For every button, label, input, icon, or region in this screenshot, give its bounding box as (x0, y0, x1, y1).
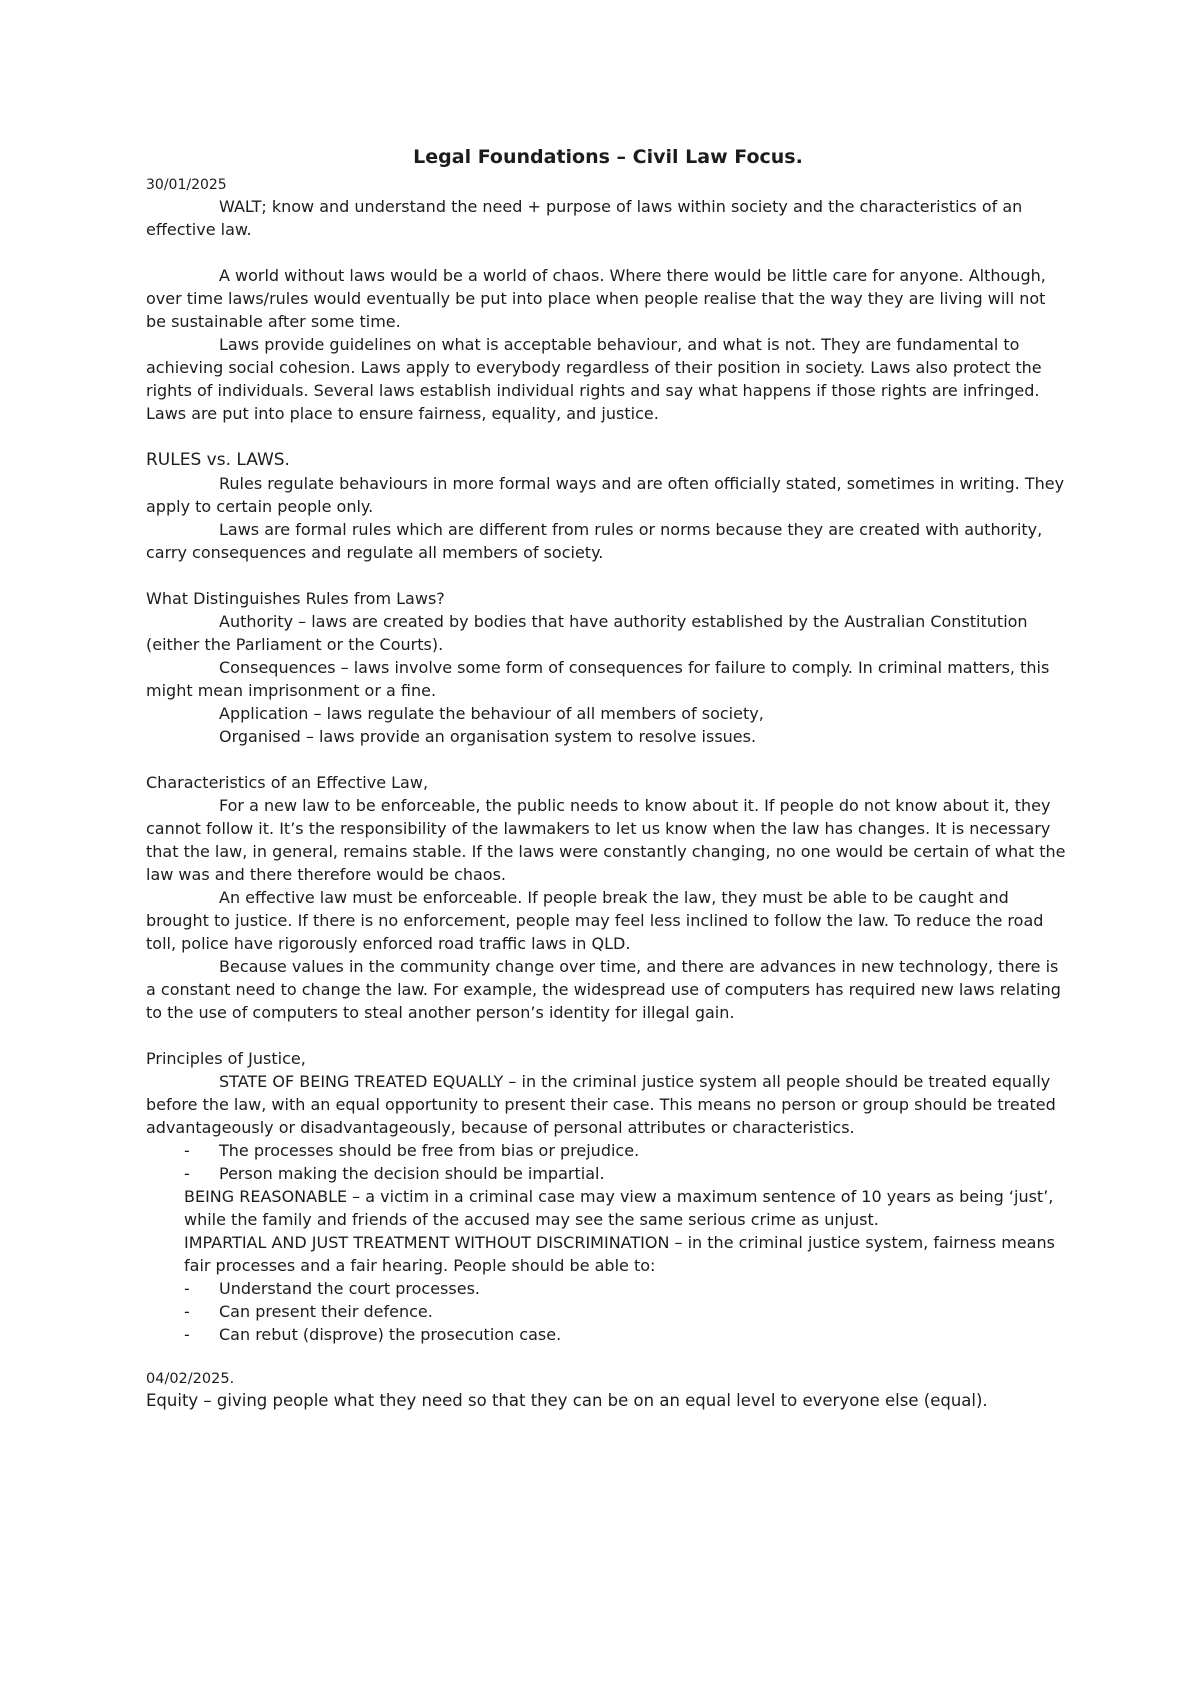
bullet-dash: - (184, 1302, 190, 1321)
list-item-text: Person making the decision should be impartial. (219, 1164, 605, 1183)
reasonable-paragraph: BEING REASONABLE – a victim in a criminal case may view a maximum sentence of 10 years as being ‘just’, while the family and friends of the accused may see the same serious crime as unjust. (184, 1187, 1054, 1229)
rules-vs-laws-heading: RULES vs. LAWS. (146, 450, 290, 470)
walt-paragraph: WALT; know and understand the need + purpose of laws within society and the characteristics of an effective law. (146, 197, 1023, 239)
list-item-text: The processes should be free from bias or prejudice. (219, 1141, 640, 1160)
consequences-paragraph: Consequences – laws involve some form of consequences for failure to comply. In criminal matters, this might mean imprisonment or a fine. (146, 658, 1050, 700)
list-item (146, 1139, 1070, 1162)
application-paragraph: Application – laws regulate the behaviour of all members of society, (219, 704, 764, 723)
spacer (146, 748, 1070, 771)
bullet-dash: - (184, 1279, 190, 1298)
spacer (146, 1024, 1070, 1047)
date-entry-2: 04/02/2025. (146, 1371, 235, 1387)
list-item-text: Can rebut (disprove) the prosecution case. (219, 1325, 562, 1344)
list-item (146, 1300, 1070, 1323)
bullet-dash: - (184, 1164, 190, 1183)
list-item (146, 1162, 1070, 1185)
list-item (146, 1323, 1070, 1346)
spacer (146, 425, 1070, 448)
bullet-dash: - (184, 1325, 190, 1344)
distinguishes-heading: What Distinguishes Rules from Laws? (146, 589, 445, 608)
effective-law-paragraph: For a new law to be enforceable, the public needs to know about it. If people do not know about it, they cannot follow it. It’s the responsibility of the lawmakers to let us know when the law has changes. It is necessary that the law, in general, remains stable. If the laws were constantly changing, no one would be certain of what the law was and there therefore would be chaos. (146, 796, 1066, 884)
spacer (146, 1346, 1070, 1369)
list-item-text: Can present their defence. (219, 1302, 433, 1321)
equal-treatment-paragraph: STATE OF BEING TREATED EQUALLY – in the criminal justice system all people should be treated equally before the law, with an equal opportunity to present their case. This means no person or group should be treated advantageously or disadvantageously, because of personal attributes or characteristics. (146, 1072, 1056, 1137)
authority-paragraph: Authority – laws are created by bodies that have authority established by the Australian Constitution (either the Parliament or the Courts). (146, 612, 1028, 654)
intro-paragraph: Laws provide guidelines on what is acceptable behaviour, and what is not. They are fundamental to achieving social cohesion. Laws apply to everybody regardless of their position in society. Laws also protect the rights of individuals. Several laws establish individual rights and say what happens if those rights are infringed. Laws are put into place to ensure fairness, equality, and justice. (146, 335, 1042, 423)
impartial-paragraph: IMPARTIAL AND JUST TREATMENT WITHOUT DISCRIMINATION – in the criminal justice system, fairness means fair processes and a fair hearing. People should be able to: (184, 1233, 1055, 1275)
equity-paragraph: Equity – giving people what they need so that they can be on an equal level to everyone else (equal). (146, 1391, 988, 1410)
effective-law-heading: Characteristics of an Effective Law, (146, 773, 429, 792)
list-item (146, 1277, 1070, 1300)
organised-paragraph: Organised – laws provide an organisation system to resolve issues. (219, 727, 757, 746)
intro-paragraph: A world without laws would be a world of chaos. Where there would be little care for anyone. Although, over time laws/rules would eventually be put into place when people realise that the way they are living will not be sustainable after some time. (146, 266, 1046, 331)
effective-law-paragraph: Because values in the community change over time, and there are advances in new technology, there is a constant need to change the law. For example, the widespread use of computers has required new laws relating to the use of computers to steal another person’s identity for illegal gain. (146, 957, 1061, 1022)
spacer (146, 241, 1070, 264)
list-item-text: Understand the court processes. (219, 1279, 480, 1298)
bullet-dash: - (184, 1141, 190, 1160)
spacer (146, 564, 1070, 587)
document-title: Legal Foundations – Civil Law Focus. (413, 146, 803, 168)
effective-law-paragraph: An effective law must be enforceable. If people break the law, they must be able to be caught and brought to justice. If there is no enforcement, people may feel less inclined to follow the law. To reduce the road toll, police have rigorously enforced road traffic laws in QLD. (146, 888, 1044, 953)
justice-heading: Principles of Justice, (146, 1049, 306, 1068)
date-entry-1: 30/01/2025 (146, 177, 227, 193)
rules-paragraph: Rules regulate behaviours in more formal ways and are often officially stated, sometimes in writing. They apply to certain people only. (146, 474, 1065, 516)
laws-paragraph: Laws are formal rules which are different from rules or norms because they are created with authority, carry consequences and regulate all members of society. (146, 520, 1043, 562)
